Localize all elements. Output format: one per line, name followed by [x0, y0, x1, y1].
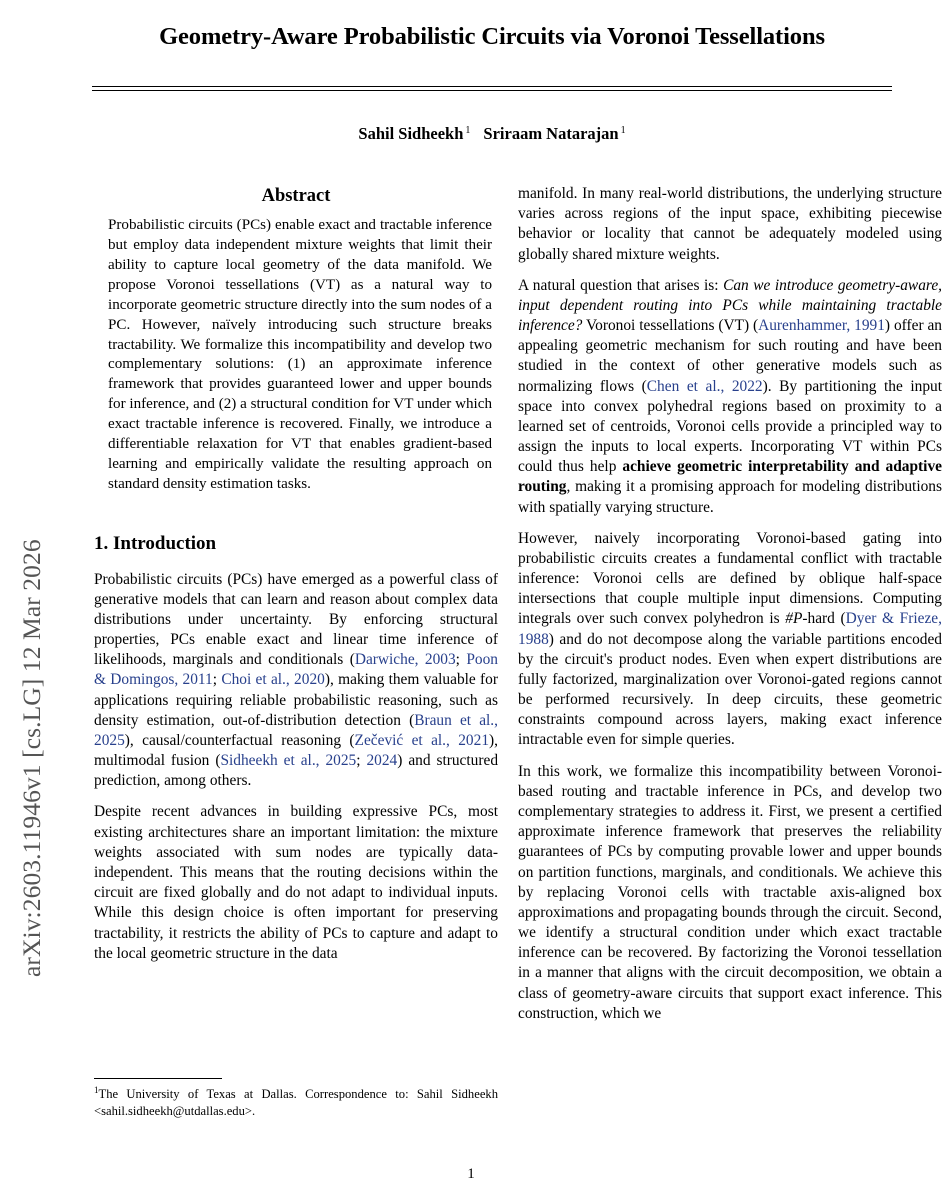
text-run: ), multimodal fusion ( — [94, 731, 498, 770]
text-run: Voronoi tessellations (VT) ( — [582, 317, 759, 335]
author-1 — [358, 124, 470, 143]
text-run: Probabilistic circuits (PCs) have emerged as a powerful class of generative models that can learn and reason about complex data distributions under uncertainty. By enforcing structural properties, PCs enable exact and linear time inference of likelihoods, marginals and conditionals ( — [94, 570, 498, 669]
footnote-mark: 1 — [94, 1085, 99, 1095]
text-run: ), causal/counterfactual reasoning ( — [124, 731, 355, 749]
text-run: ; — [455, 651, 467, 669]
intro-paragraph-6: In this work, we formalize this incompatibility between Voronoi-based routing and tractable inference in PCs, and develop two complementary strategies to address it. First, we present a certified approximate inference framework that preserves the reliability guarantees of PCs by computing provable lower and upper bounds on partition functions, marginals, and conditionals. We achieve this by replacing Voronoi cells with tractable axis-aligned box approximations and propagating bounds through the circuit. Second, we identify a structural condition under which exact tractable inference can be recovered. By factorizing the Voronoi tessellation in a manner that aligns with the circuit decomposition, we obtain a class of geometry-aware circuits that support exact inference. This construction, which we — [518, 762, 942, 1022]
intro-paragraph-4 — [518, 276, 942, 518]
abstract-body: Probabilistic circuits (PCs) enable exact and tractable inference but employ data independent mixture weights that limit their ability to capture local geometry of the data manifold. We propose Voronoi tessellations (VT) as a natural way to incorporate geometric structure directly into the sum nodes of a PC. However, naïvely introducing such structure breaks tractability. We formalize this incompatibility and develop two complementary solutions: (1) an approximate inference framework that provides guaranteed lower and upper bounds for inference, and (2) a structural condition for VT under which exact tractable inference is recovered. Finally, we introduce a differentiable relaxation for VT that enables gradient-based learning and empirically validate the resulting approach on standard density estimation tasks. — [108, 217, 492, 492]
text-run: ) offer an appealing geometric mechanism for such routing and have been studied in the context of other generative models such as normalizing flows ( — [518, 317, 942, 395]
title-block — [92, 22, 892, 51]
arxiv-stamp-text: arXiv:2603.11946v1 [cs.LG] 12 Mar 2026 — [17, 539, 46, 977]
page-number: 1 — [467, 1166, 475, 1182]
author-2-affiliation-mark: 1 — [620, 124, 626, 136]
section-heading-introduction: 1. Introduction — [94, 532, 217, 554]
intro-paragraph-2: Despite recent advances in building expressive PCs, most existing architectures share an important limitation: the mixture weights associated with sum nodes are typically data-independent. This means that the routing decisions within the circuit are fixed globally and do not adapt to individual inputs. While this design choice is often important for preserving tractability, it restricts the ability of PCs to capture and adapt to the local geometric structure in the data — [94, 803, 498, 962]
bold-emphasis-routing: achieve geometric interpretability and adaptive routing — [518, 458, 942, 496]
footnote-text — [94, 1085, 498, 1119]
text-run: ). By partitioning the input space into convex polyhedral regions based on proximity to a learned set of centroids, Voronoi cells provide a principled way to assign the inputs to local experts. Incorporating VT within PCs could thus help — [518, 377, 942, 476]
footnote-content: The University of Texas at Dallas. Correspondence to: Sahil Sidheekh <sahil.sidheekh@utdallas.edu>. — [94, 1087, 498, 1118]
left-column — [94, 184, 498, 964]
title-rule-thick — [92, 86, 892, 87]
citation-chen-2022[interactable]: Chen et al., 2022 — [646, 377, 763, 395]
research-question-italic: Can we introduce geometry-aware, input dependent routing into PCs while maintaining tractable inference? — [518, 276, 942, 335]
citation-darwiche-2003[interactable]: Darwiche, 2003 — [354, 651, 456, 669]
footnote-rule — [94, 1078, 222, 1079]
citation-dyer-frieze-1988[interactable]: Dyer & Frieze, 1988 — [518, 610, 942, 648]
math-sharp-p: #P — [785, 610, 803, 628]
text-run: -hard ( — [802, 610, 846, 628]
intro-paragraph-5 — [518, 529, 942, 751]
citation-braun-2025[interactable]: Braun et al., 2025 — [94, 711, 498, 749]
text-run: ; — [212, 671, 222, 689]
text-run: ) and structured prediction, among others. — [94, 752, 499, 790]
citation-zecevic-2021[interactable]: Zečević et al., 2021 — [354, 731, 490, 749]
title-rule-thin — [92, 90, 892, 91]
text-run: ) and do not decompose along the variable partitions encoded by the circuit's product nodes. Even when expert distributions are fully factorized, marginalization over Voronoi-gated regions cannot be performed recursively. In deep circuits, these geometric constraints compound across layers, making exact inference intractable even for simple queries. — [518, 630, 942, 749]
citation-choi-2020[interactable]: Choi et al., 2020 — [221, 671, 325, 689]
citation-aurenhammer-1991[interactable]: Aurenhammer, 1991 — [758, 317, 885, 335]
right-column — [518, 184, 942, 1024]
citation-sidheekh-2024[interactable]: 2024 — [366, 752, 398, 770]
author-1-name: Sahil Sidheekh — [358, 124, 464, 143]
footnote-block — [94, 1078, 498, 1119]
heading-gap — [94, 557, 498, 570]
abstract-heading: Abstract — [261, 186, 331, 206]
page-title: Geometry-Aware Probabilistic Circuits via Voronoi Tessellations — [159, 23, 825, 50]
text-run: A natural question that arises is: — [518, 276, 724, 294]
author-line — [92, 124, 892, 144]
author-1-affiliation-mark: 1 — [465, 124, 471, 136]
author-2 — [483, 124, 625, 143]
arxiv-stamp — [0, 0, 56, 1200]
text-run: ; — [356, 752, 367, 770]
author-2-name: Sriraam Natarajan — [483, 124, 619, 143]
intro-paragraph-3: manifold. In many real-world distributions, the underlying structure varies across regions of the input space, exhibiting piecewise behavior or locality that cannot be adequately modeled using globally shared mixture weights. — [518, 185, 942, 263]
citation-sidheekh-2025[interactable]: Sidheekh et al., 2025 — [220, 752, 357, 770]
text-run: ), making them valuable for applications requiring reliable probabilistic reasoning, such as density estimation, out-of-distribution detection ( — [94, 671, 499, 729]
citation-poon-domingos-2011[interactable]: Poon & Domingos, 2011 — [94, 651, 498, 689]
abstract-gap — [94, 495, 498, 532]
intro-paragraph-1 — [94, 570, 498, 792]
text-run: However, naively incorporating Voronoi-based gating into probabilistic circuits creates a fundamental conflict with tractable inference: Voronoi cells are defined by oblique half-space intersections that couple multiple input dimensions. Computing integrals over such convex polyhedron is — [518, 529, 942, 628]
text-run: , making it a promising approach for modeling distributions with spatially varying structure. — [518, 478, 942, 516]
